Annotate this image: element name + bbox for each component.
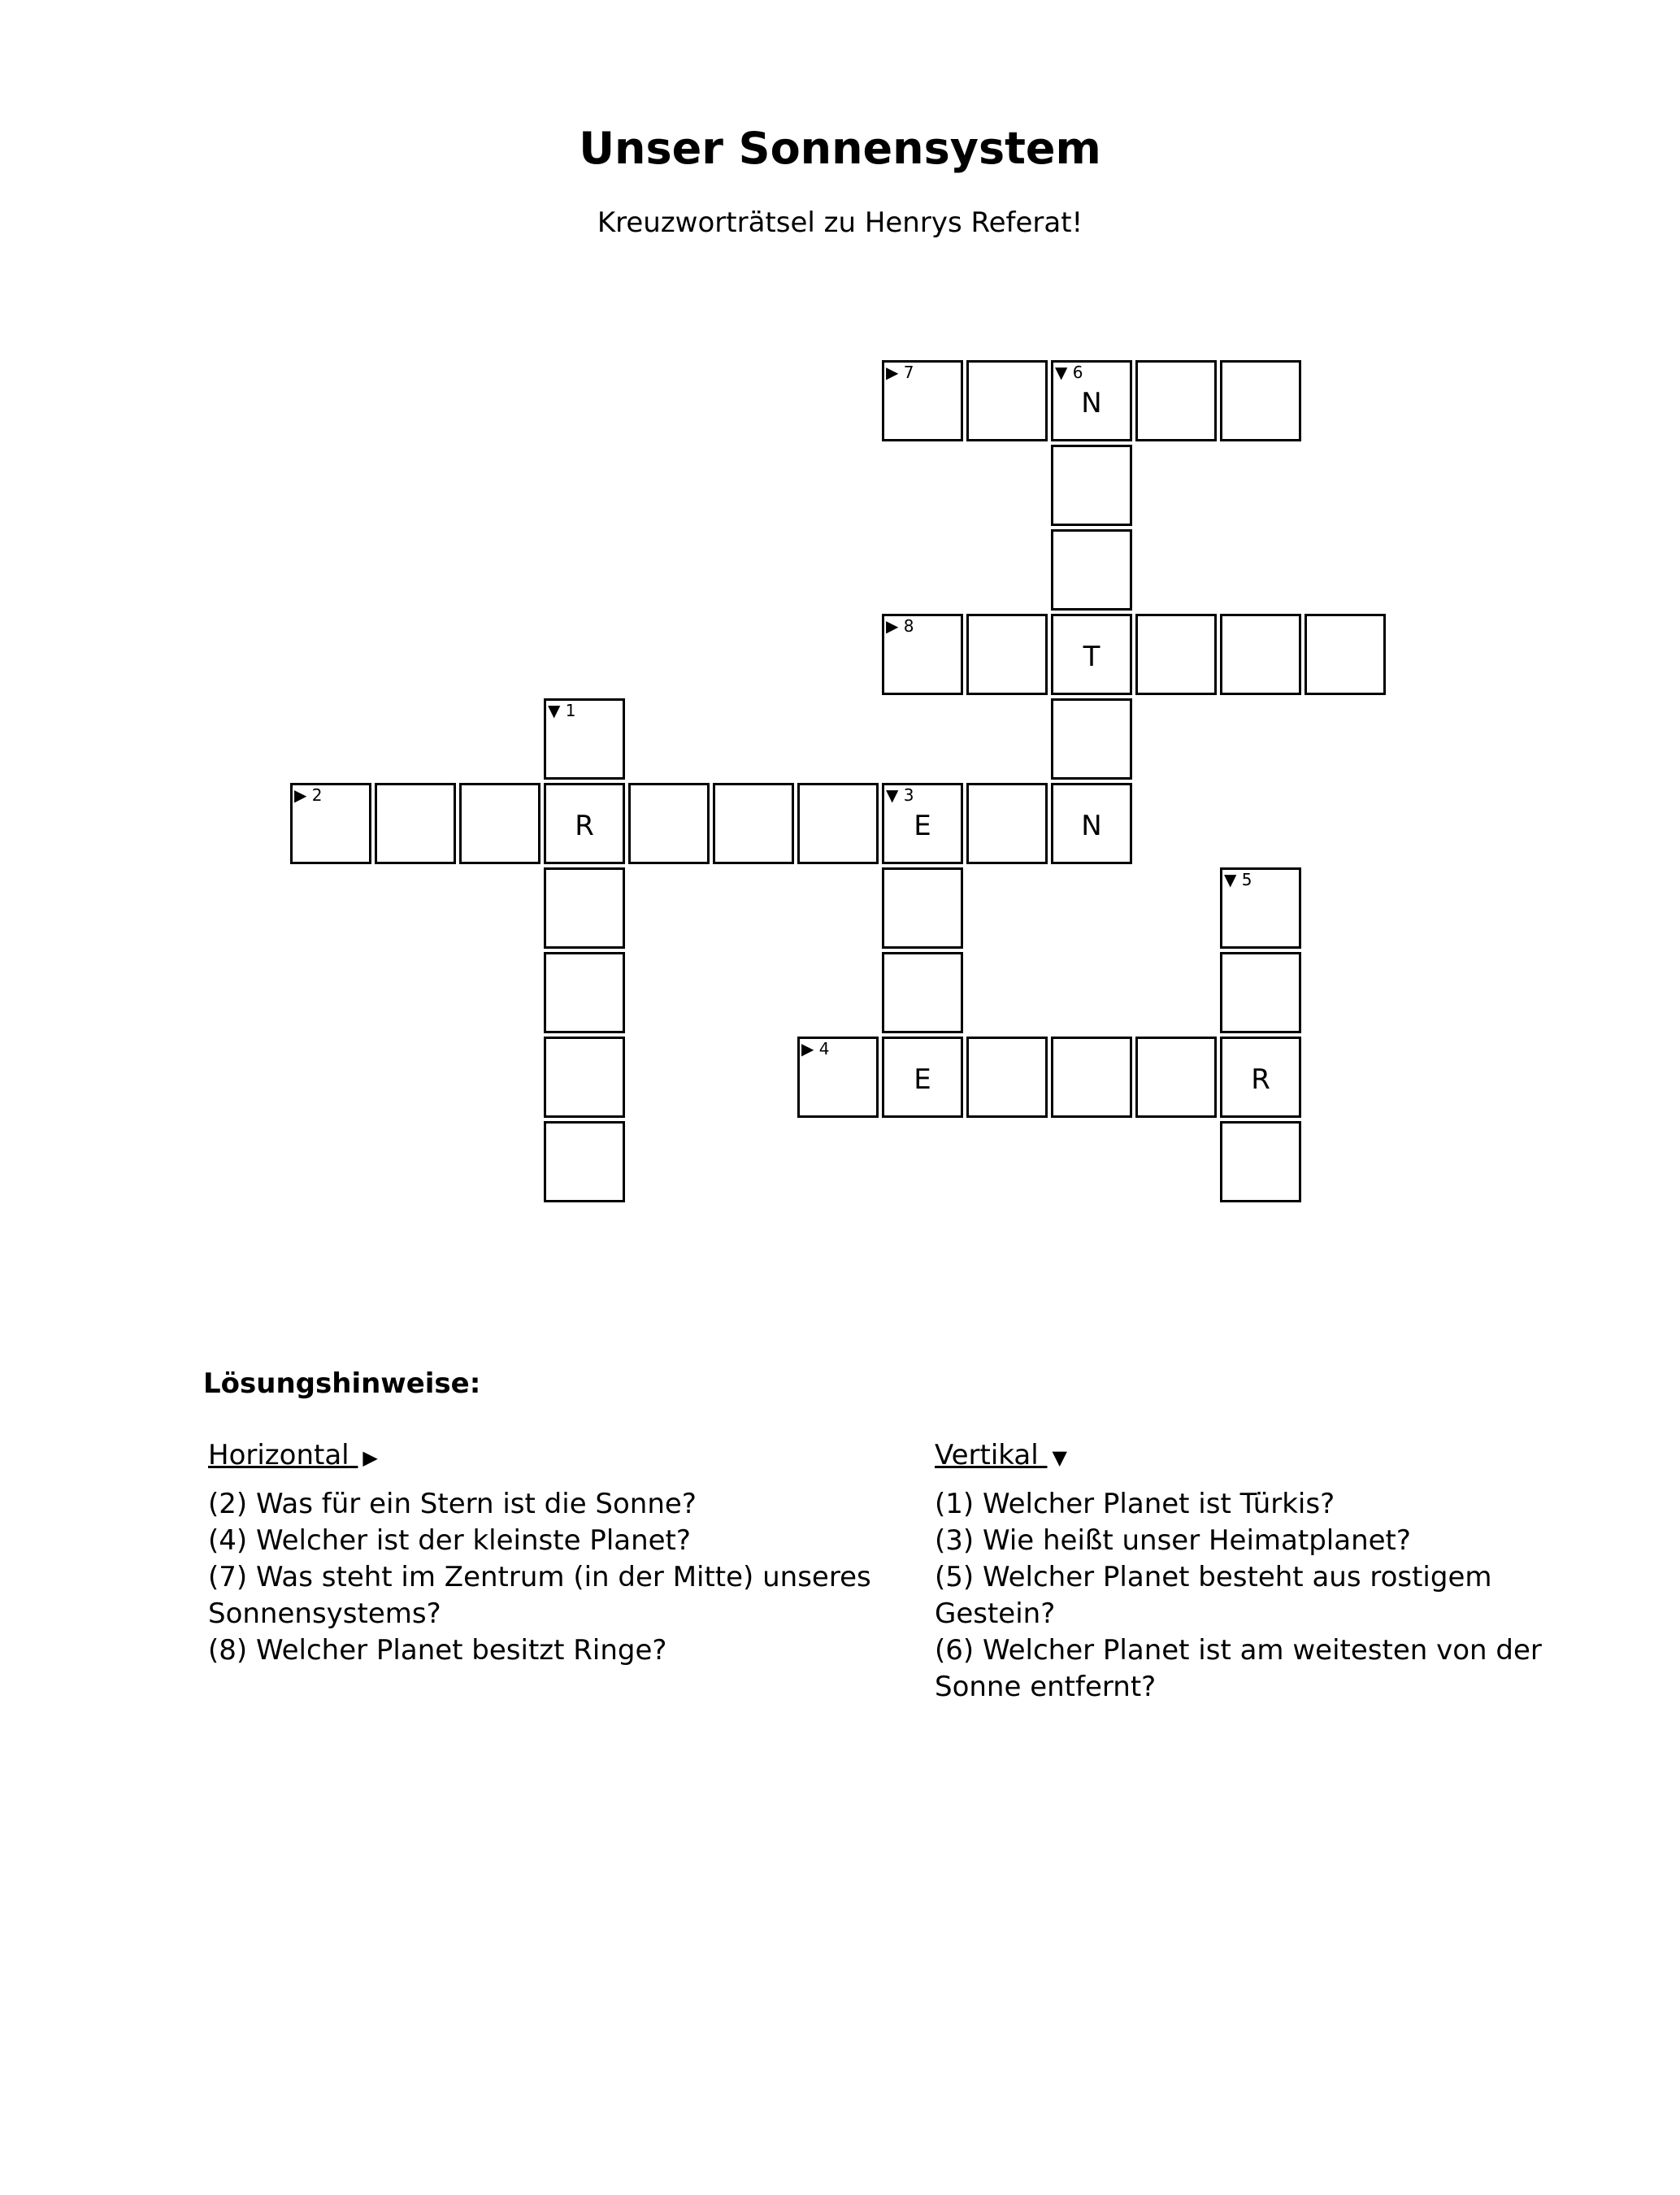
page-subtitle: Kreuzworträtsel zu Henrys Referat! <box>597 206 1083 239</box>
vertical-label: Vertikal <box>935 1439 1039 1471</box>
crossword-cell[interactable] <box>966 360 1048 441</box>
crossword-cell[interactable] <box>797 1037 879 1118</box>
clue-number-label <box>801 1040 829 1058</box>
crossword-cell[interactable] <box>882 952 963 1033</box>
crossword-cell[interactable] <box>1220 867 1301 949</box>
vertical-clues <box>935 1437 1569 1706</box>
crossword-cell[interactable] <box>882 867 963 949</box>
crossword-cell[interactable] <box>1051 529 1132 611</box>
cell-letter: E <box>914 810 931 842</box>
right-arrow-icon: ▶ <box>886 616 904 636</box>
right-arrow-icon: ▶ <box>294 785 312 805</box>
page-title: Unser Sonnensystem <box>579 123 1101 174</box>
clue-item: (1) Welcher Planet ist Türkis? <box>935 1488 1335 1520</box>
down-arrow-icon: ▼ <box>886 785 904 805</box>
crossword-cell[interactable] <box>1220 360 1301 441</box>
hints-heading: Lösungshinweise: <box>203 1367 481 1400</box>
crossword-cell[interactable] <box>882 360 963 441</box>
crossword-cell[interactable] <box>1135 1037 1217 1118</box>
clue-number-label <box>886 786 914 804</box>
vertical-heading <box>935 1437 1569 1476</box>
crossword-cell[interactable] <box>1220 952 1301 1033</box>
horizontal-clues <box>208 1437 907 1669</box>
cell-letter: N <box>1081 387 1102 419</box>
crossword-cell[interactable] <box>966 783 1048 864</box>
clue-item: (7) Was steht im Zentrum (in der Mitte) unseres Sonnensystems? <box>208 1561 871 1630</box>
clue-number-label <box>886 363 914 381</box>
down-arrow-icon: ▼ <box>548 701 566 720</box>
crossword-cell[interactable] <box>544 1121 625 1202</box>
crossword-cell[interactable] <box>544 698 625 780</box>
clue-number: 4 <box>818 1039 830 1058</box>
crossword-cell[interactable] <box>1051 360 1132 441</box>
crossword-cell[interactable] <box>544 783 625 864</box>
crossword-cell[interactable] <box>290 783 371 864</box>
crossword-cell[interactable] <box>966 1037 1048 1118</box>
horizontal-heading <box>208 1437 907 1476</box>
crossword-cell[interactable] <box>1051 698 1132 780</box>
clue-number-label <box>886 617 914 635</box>
crossword-cell[interactable] <box>882 1037 963 1118</box>
clue-item: (3) Wie heißt unser Heimatplanet? <box>935 1524 1411 1557</box>
clue-item: (6) Welcher Planet ist am weitesten von der Sonne entfernt? <box>935 1634 1542 1703</box>
down-arrow-icon: ▼ <box>1224 870 1242 889</box>
crossword-cell[interactable] <box>544 867 625 949</box>
crossword-cell[interactable] <box>459 783 540 864</box>
clue-number: 7 <box>903 363 914 382</box>
clue-number: 2 <box>311 785 323 805</box>
cell-letter: N <box>1081 810 1102 842</box>
crossword-cell[interactable] <box>1051 614 1132 695</box>
clue-number: 1 <box>565 701 576 720</box>
clue-item: (5) Welcher Planet besteht aus rostigem Gestein? <box>935 1561 1492 1630</box>
crossword-cell[interactable] <box>713 783 794 864</box>
right-arrow-icon: ▶ <box>801 1039 819 1058</box>
cell-letter: R <box>1251 1063 1270 1096</box>
horizontal-clue-list <box>208 1486 907 1669</box>
clue-number-label <box>1055 363 1083 381</box>
clue-number-label <box>1224 871 1252 889</box>
clue-number: 8 <box>903 616 914 636</box>
down-arrow-icon: ▼ <box>1052 1446 1067 1469</box>
clue-item: (4) Welcher ist der kleinste Planet? <box>208 1524 691 1557</box>
cell-letter: R <box>575 810 594 842</box>
crossword-cell[interactable] <box>1220 614 1301 695</box>
crossword-cell[interactable] <box>544 1037 625 1118</box>
crossword-cell[interactable] <box>797 783 879 864</box>
crossword-cell[interactable] <box>1220 1037 1301 1118</box>
down-arrow-icon: ▼ <box>1055 363 1073 382</box>
crossword-cell[interactable] <box>628 783 710 864</box>
crossword-cell[interactable] <box>1135 614 1217 695</box>
crossword-cell[interactable] <box>882 783 963 864</box>
clue-number-label <box>294 786 322 804</box>
clue-item: (8) Welcher Planet besitzt Ringe? <box>208 1634 667 1667</box>
horizontal-label: Horizontal <box>208 1439 349 1471</box>
clue-item: (2) Was für ein Stern ist die Sonne? <box>208 1488 697 1520</box>
crossword-cell[interactable] <box>966 614 1048 695</box>
crossword-cell[interactable] <box>882 614 963 695</box>
clue-number-label <box>548 702 575 719</box>
right-arrow-icon: ▶ <box>886 363 904 382</box>
right-arrow-icon: ▶ <box>362 1446 378 1469</box>
clue-number: 6 <box>1072 363 1083 382</box>
crossword-cell[interactable] <box>1051 445 1132 526</box>
clue-number: 5 <box>1241 870 1252 889</box>
cell-letter: E <box>914 1063 931 1096</box>
cell-letter: T <box>1083 641 1100 673</box>
crossword-cell[interactable] <box>1304 614 1386 695</box>
crossword-cell[interactable] <box>1135 360 1217 441</box>
crossword-cell[interactable] <box>1220 1121 1301 1202</box>
crossword-cell[interactable] <box>544 952 625 1033</box>
clue-number: 3 <box>903 785 914 805</box>
crossword-cell[interactable] <box>1051 1037 1132 1118</box>
crossword-cell[interactable] <box>375 783 456 864</box>
crossword-cell[interactable] <box>1051 783 1132 864</box>
vertical-clue-list <box>935 1486 1569 1706</box>
